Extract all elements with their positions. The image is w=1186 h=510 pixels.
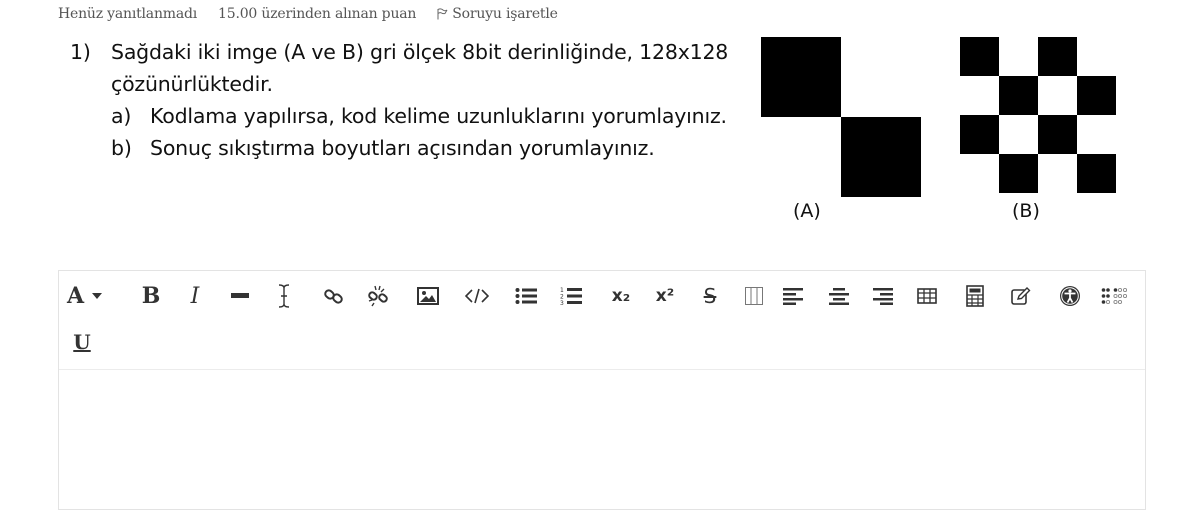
subquestion-b-text: Sonuç sıkıştırma boyutları açısından yorumlayınız. (150, 136, 655, 160)
insert-media-button[interactable] (461, 281, 493, 311)
table-icon (917, 288, 937, 304)
svg-text:1: 1 (560, 287, 564, 294)
image-a (761, 37, 921, 197)
link-icon (324, 286, 344, 306)
accessibility-checker-button[interactable] (1054, 281, 1086, 311)
answer-editor (58, 270, 1146, 510)
manage-files-button[interactable] (1005, 281, 1037, 311)
align-center-icon (829, 287, 849, 305)
image-a-caption: (A) (793, 200, 821, 222)
question-text (70, 36, 730, 164)
insert-image-button[interactable] (412, 281, 444, 311)
link-button[interactable] (318, 281, 350, 311)
unordered-list-button[interactable] (510, 281, 542, 311)
horizontal-rule-button[interactable] (224, 281, 256, 311)
text-cursor-button[interactable] (268, 281, 300, 311)
flag-question-link[interactable] (437, 6, 578, 22)
image-b-caption: (B) (1012, 200, 1040, 222)
strikethrough-button[interactable]: S (703, 284, 717, 308)
align-left-icon (783, 287, 803, 305)
subquestion-b-label: b) (111, 136, 132, 160)
align-right-button[interactable] (867, 281, 899, 311)
unlink-button[interactable] (362, 281, 394, 311)
subquestion-a-label: a) (111, 104, 132, 128)
accessibility-icon (1059, 285, 1081, 307)
horizontal-rule-icon (231, 293, 249, 299)
flag-icon (437, 8, 448, 20)
columns-icon (745, 287, 763, 305)
svg-text:2: 2 (560, 293, 564, 301)
underline-button[interactable]: U (73, 330, 91, 354)
question-number: 1) (70, 40, 91, 64)
table-button[interactable] (911, 281, 943, 311)
screenreader-helper-button[interactable] (1098, 281, 1130, 311)
image-b (960, 37, 1116, 193)
svg-text:3: 3 (560, 300, 564, 306)
subscript-button[interactable]: x₂ (611, 286, 631, 306)
caret-down-icon (92, 293, 102, 299)
columns-button[interactable] (738, 281, 770, 311)
text-cursor-icon (278, 284, 290, 308)
question-line-1: Sağdaki iki imge (A ve B) gri ölçek 8bit derinliğinde, 128x128 (111, 40, 729, 64)
flag-question-label: Soruyu işaretle (452, 6, 558, 22)
ordered-list-button[interactable] (555, 281, 587, 311)
unlink-icon (367, 285, 389, 307)
question-line-2: çözünürlüktedir. (111, 72, 273, 96)
braille-icon (1101, 287, 1127, 305)
subquestion-a-text: Kodlama yapılırsa, kod kelime uzunluklarını yorumlayınız. (150, 104, 727, 128)
editor-toolbar (59, 271, 1145, 370)
answer-textarea[interactable] (59, 370, 1145, 509)
equation-editor-button[interactable] (959, 281, 991, 311)
code-icon (465, 288, 489, 304)
align-center-button[interactable] (823, 281, 855, 311)
superscript-button[interactable]: x² (655, 286, 675, 306)
answer-state: Henüz yanıtlanmadı (58, 6, 198, 22)
italic-button[interactable]: I (190, 283, 200, 309)
image-icon (417, 287, 439, 305)
calculator-icon (966, 285, 984, 307)
bullet-list-icon (515, 287, 537, 305)
question-status-bar (58, 5, 579, 23)
edit-icon (1011, 287, 1031, 305)
numbered-list-icon (560, 286, 582, 306)
align-right-icon (873, 287, 893, 305)
align-left-button[interactable] (777, 281, 809, 311)
font-style-button[interactable]: A (67, 281, 113, 311)
bold-button[interactable]: B (141, 283, 161, 309)
points-label: 15.00 üzerinden alınan puan (218, 6, 417, 22)
